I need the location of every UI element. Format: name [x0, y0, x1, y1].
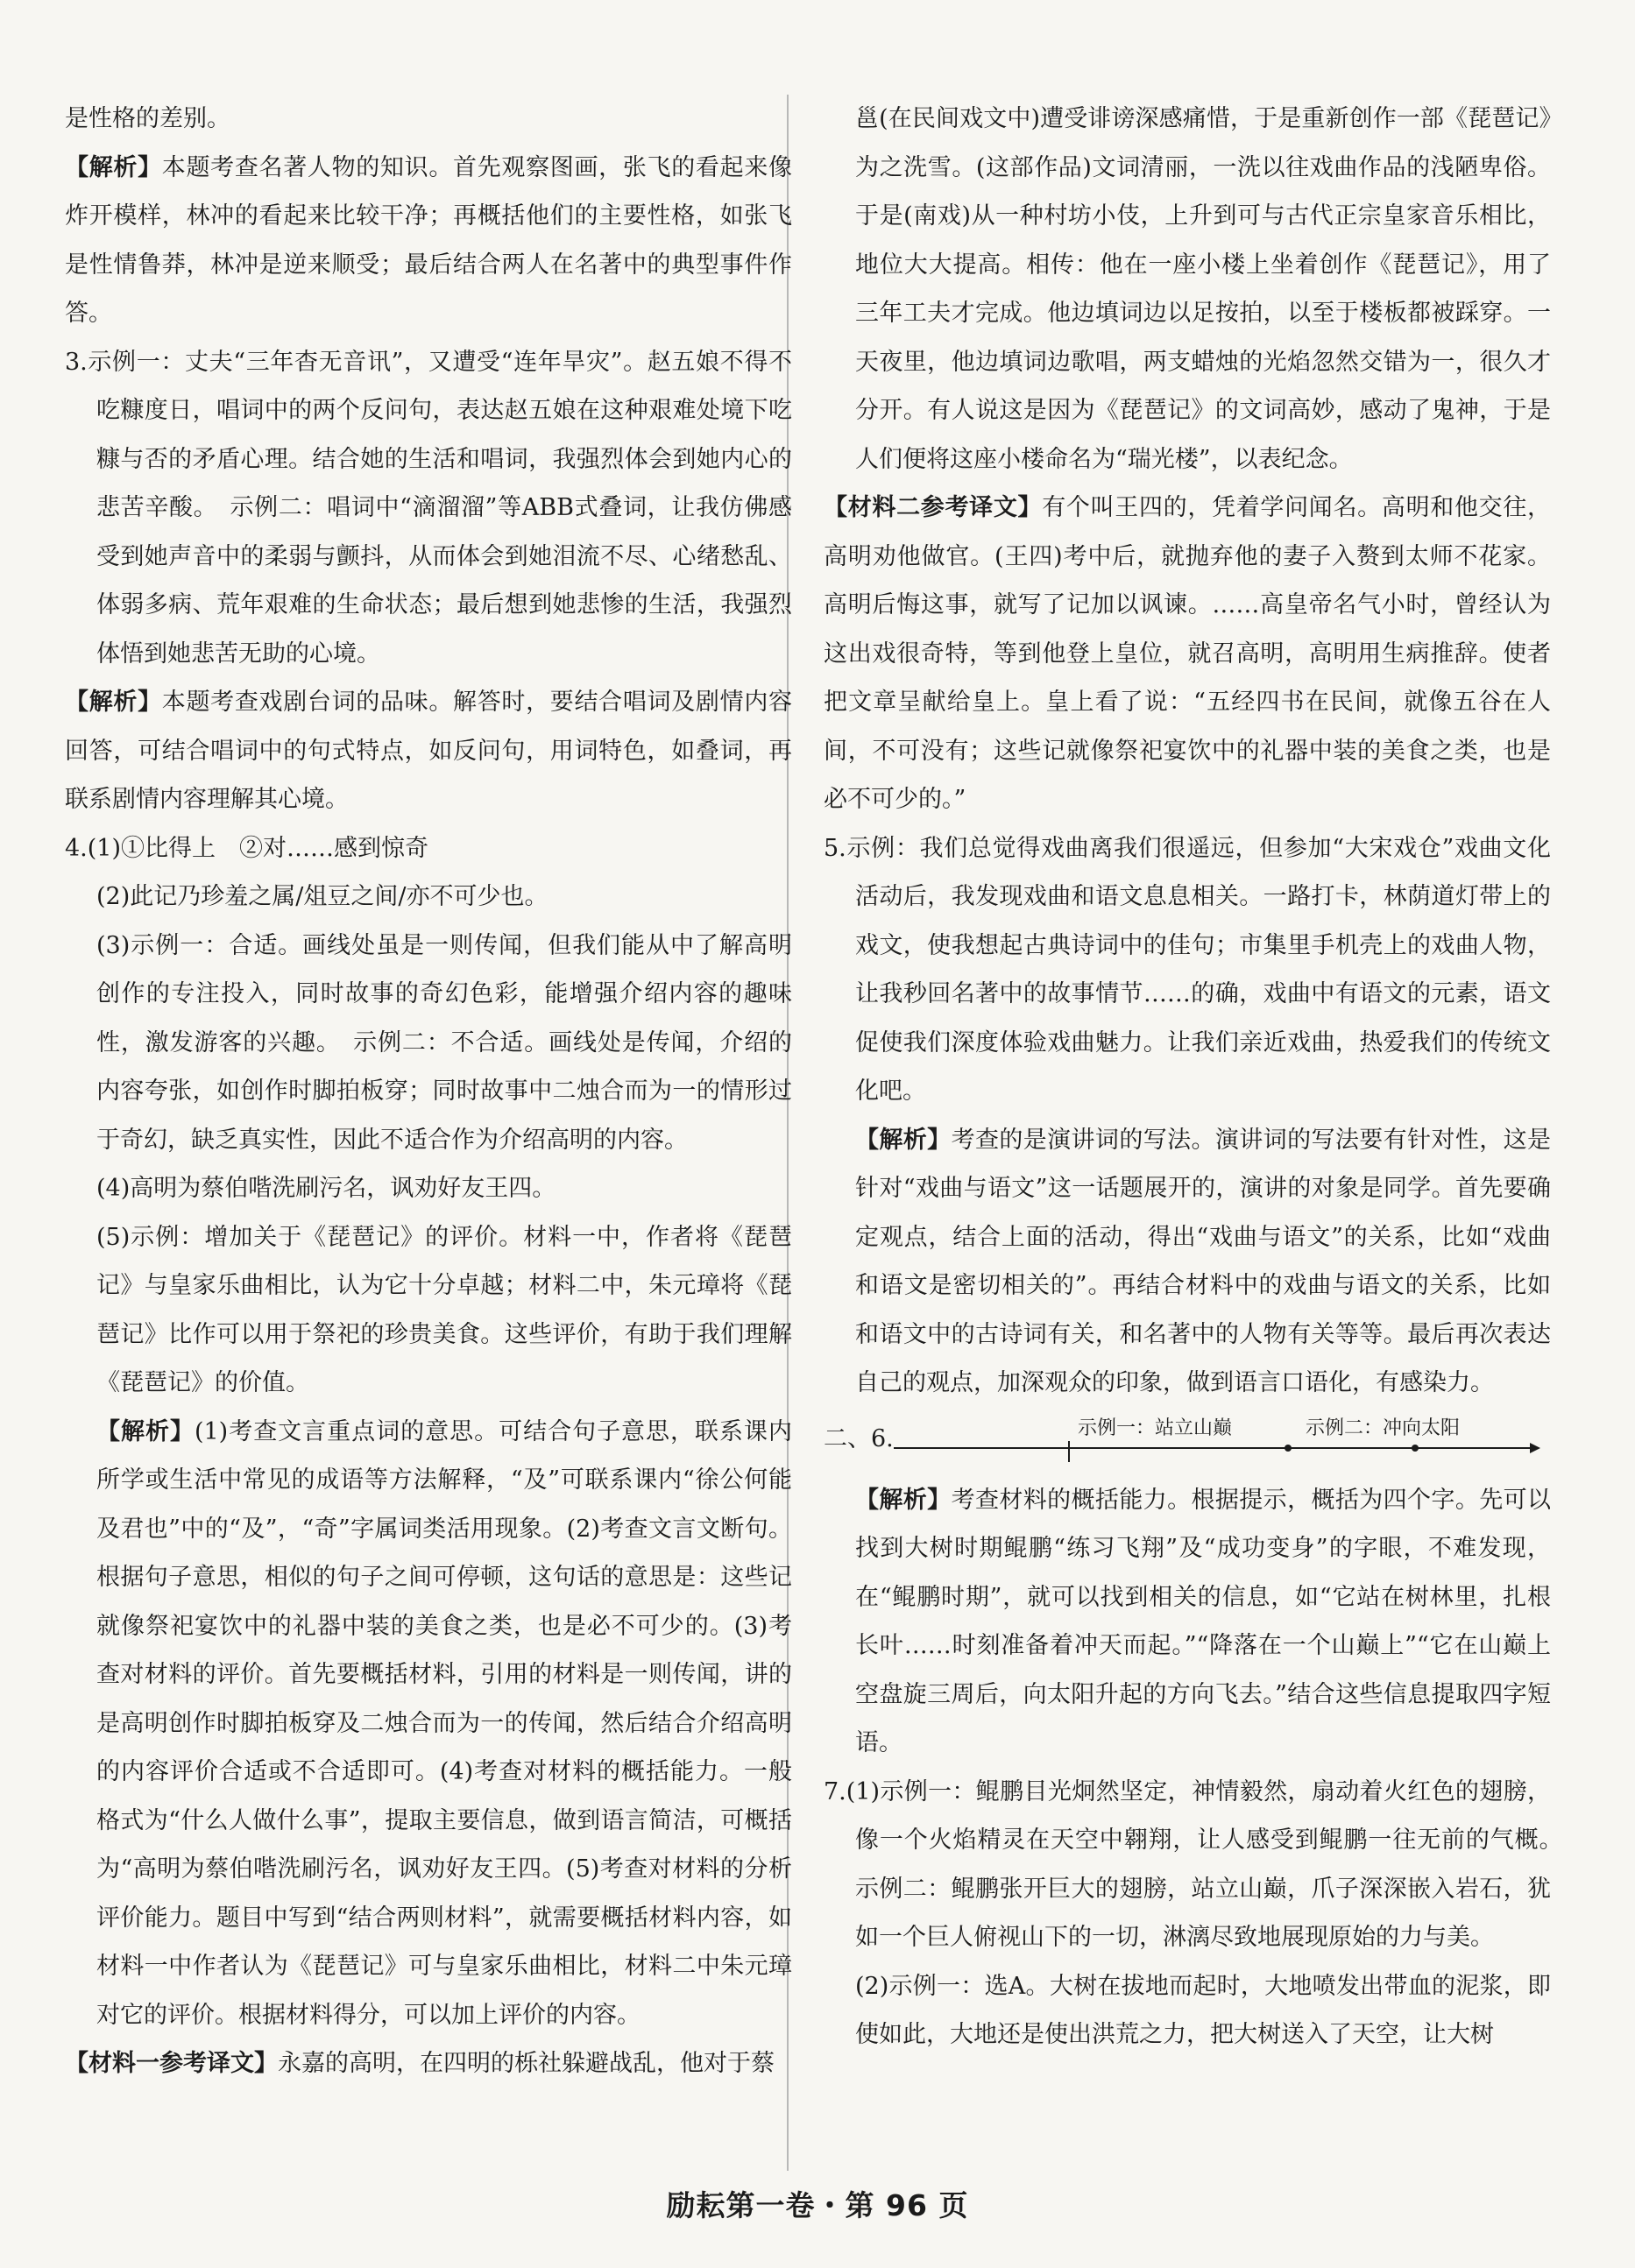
- translation-text: 有个叫王四的，凭着学问闻名。高明和他交往，高明劝他做官。(王四)考中后，就抛弃他的妻子入赘到太师不花家。高明后悔这事，就写了记加以讽谏。……高皇帝名气小时，曾经认为这出戏很奇特，等到他登上皇位，就召高明，高明用生病推辞。使者把文章呈献给皇上。皇上看了说：“五经四书在民间，就像五谷在人间，不可没有；这些记就像祭祀宴饮中的礼器中装的美食之类，也是必不可少的。”: [824, 494, 1552, 813]
- translation-tag: 【材料二参考译文】: [824, 494, 1043, 521]
- analysis-tag: 【解析】: [96, 1417, 195, 1445]
- analysis-2: [65, 144, 792, 338]
- question-6-number: 二、6.: [824, 1424, 894, 1452]
- right-column: [824, 95, 1575, 2060]
- analysis-5: [824, 1116, 1551, 1408]
- analysis-3: [65, 678, 792, 824]
- question-4-2: (2)此记乃珍羞之属/俎豆之间/亦不可少也。: [96, 883, 549, 910]
- timeline-figure: [894, 1408, 1542, 1476]
- analysis-text: 本题考查名著人物的知识。首先观察图画，张飞的看起来像炸开模样，林冲的看起来比较干净；再概括他们的主要性格，如张飞是性情鲁莽，林冲是逆来顺受；最后结合两人在名著中的典型事件作答。: [65, 153, 793, 327]
- question-7-1: 7.(1)示例一：鲲鹏目光炯然坚定，神情毅然，扇动着火红色的翅膀，像一个火焰精灵在天空中翱翔，让人感受到鲲鹏一往无前的气概。 示例二：鲲鹏张开巨大的翅膀，站立山巅，爪子深深嵌入岩石，犹如一个巨人俯视山下的一切，淋漓尽致地展现原始的力与美。: [824, 1777, 1575, 1951]
- analysis-text: 考查材料的概括能力。根据提示，概括为四个字。先可以找到大树时期鲲鹏“练习飞翔”及“成功变身”的字眼，不难发现，在“鲲鹏时期”，就可以找到相关的信息，如“它站在树林里，扎根长叶……时刻准备着冲天而起。”“降落在一个山巅上”“它在山巅上空盘旋三周后，向太阳升起的方向飞去。”结合这些信息提取四字短语。: [855, 1486, 1552, 1756]
- question-4-1: 4.(1)①比得上 ②对……感到惊奇: [65, 834, 429, 862]
- translation-1: [65, 2039, 792, 2088]
- timeline-label-1: 示例一：站立山巅: [1078, 1417, 1233, 1439]
- analysis-tag: 【解析】: [855, 1486, 952, 1514]
- timeline-arrow-icon: [1530, 1443, 1540, 1453]
- timeline-label-2: 示例二：冲向太阳: [1306, 1417, 1461, 1439]
- timeline-dot-2: [1412, 1445, 1419, 1452]
- timeline-dot-1: [1285, 1445, 1292, 1452]
- translation-text: 永嘉的高明，在四明的栎社躲避战乱，他对于蔡: [278, 2050, 775, 2077]
- translation-tag: 【材料一参考译文】: [65, 2050, 278, 2077]
- question-7-2: (2)示例一：选A。大树在拔地而起时，大地喷发出带血的泥浆，即使如此，大地还是使出洪荒之力，把大树送入了天空，让大树: [855, 1972, 1551, 2048]
- analysis-text: (1)考查文言重点词的意思。可结合句子意思，联系课内所学或生活中常见的成语等方法解释，“及”可联系课内“徐公何能及君也”中的“及”，“奇”字属词类活用现象。(2)考查文言文断句。根据句子意思，相似的句子之间可停顿，这句话的意思是：这些记就像祭祀宴饮中的礼器中装的美食之类，也是必不可少的。(3)考查对材料的评价。首先要概括材料，引用的材料是一则传闻，讲的是高明创作时脚拍板穿及二烛合而为一的传闻，然后结合介绍高明的内容评价合适或不合适即可。(4)考查对材料的概括能力。一般格式为“什么人做什么事”，提取主要信息，做到语言简洁，可概括为“高明为蔡伯喈洗刷污名，讽劝好友王四。(5)考查对材料的分析评价能力。题目中写到“结合两则材料”，就需要概括材料内容，如材料一中作者认为《琵琶记》可与皇家乐曲相比，材料二中朱元璋对它的评价。根据材料得分，可以加上评价的内容。: [96, 1417, 793, 2029]
- analysis-4: [65, 1408, 792, 2040]
- translation-2: [824, 484, 1551, 824]
- translation-1-continued: 邕(在民间戏文中)遭受诽谤深感痛惜，于是重新创作一部《琵琶记》为之洗雪。(这部作品)文词清丽，一洗以往戏曲作品的浅陋卑俗。于是(南戏)从一种村坊小伎，上升到可与古代正宗皇家音乐相比，地位大大提高。相传：他在一座小楼上坐着创作《琵琶记》，用了三年工夫才完成。他边填词边以足按拍，以至于楼板都被踩穿。一天夜里，他边填词边歌唱，两支蜡烛的光焰忽然交错为一，很久才分开。有人说这是因为《琵琶记》的文词高妙，感动了鬼神，于是人们便将这座小楼命名为“瑞光楼”，以表纪念。: [855, 105, 1551, 473]
- analysis-text: 本题考查戏剧台词的品味。解答时，要结合唱词及剧情内容回答，可结合唱词中的句式特点，如反问句，用词特色，如叠词，再联系剧情内容理解其心境。: [65, 689, 793, 813]
- question-4-3: (3)示例一：合适。画线处虽是一则传闻，但我们能从中了解高明创作的专注投入，同时故事的奇幻色彩，能增强介绍内容的趣味性，激发游客的兴趣。 示例二：不合适。画线处是传闻，介绍的内容夸张，如创作时脚拍板穿；同时故事中二烛合而为一的情形过于奇幻，缺乏真实性，因此不适合作为介绍高明的内容。: [96, 931, 792, 1154]
- question-5-answer: 5.示例：我们总觉得戏曲离我们很遥远，但参加“大宋戏仓”戏曲文化活动后，我发现戏曲和语文息息相关。一路打卡，林荫道灯带上的戏文，使我想起古典诗词中的佳句；市集里手机壳上的戏曲人物，让我秒回名著中的故事情节……的确，戏曲中有语文的元素，语文促使我们深度体验戏曲魅力。让我们亲近戏曲，热爱我们的传统文化吧。: [824, 834, 1551, 1105]
- analysis-tag: 【解析】: [65, 689, 162, 716]
- left-line-0: 是性格的差别。: [65, 105, 230, 132]
- analysis-tag: 【解析】: [65, 153, 162, 181]
- analysis-6: [824, 1476, 1551, 1768]
- question-3-answer: 3.示例一：丈夫“三年杳无音讯”，又遭受“连年旱灾”。赵五娘不得不吃糠度日，唱词中的两个反问句，表达赵五娘在这种艰难处境下吃糠与否的矛盾心理。结合她的生活和唱词，我强烈体会到她内心的悲苦辛酸。 示例二：唱词中“滴溜溜”等ABB式叠词，让我仿佛感受到她声音中的柔弱与颤抖，从而体会到她泪流不尽、心绪愁乱、体弱多病、荒年艰难的生命状态；最后想到她悲惨的生活，我强烈体悟到她悲苦无助的心境。: [65, 348, 792, 668]
- question-4-4: (4)高明为蔡伯喈洗刷污名，讽劝好友王四。: [96, 1175, 556, 1202]
- analysis-tag: 【解析】: [855, 1126, 952, 1154]
- left-column: [65, 95, 792, 2088]
- analysis-text: 考查的是演讲词的写法。演讲词的写法要有针对性，这是针对“戏曲与语文”这一话题展开的，演讲的对象是同学。首先要确定观点，结合上面的活动，得出“戏曲与语文”的关系，比如“戏曲和语文是密切相关的”。再结合材料中的戏曲与语文的关系，比如和语文中的古诗词有关，和名著中的人物有关等等。最后再次表达自己的观点，加深观众的印象，做到语言口语化，有感染力。: [855, 1126, 1552, 1396]
- question-4-5: (5)示例：增加关于《琵琶记》的评价。材料一中，作者将《琵琶记》与皇家乐曲相比，认为它十分卓越；材料二中，朱元璋将《琵琶记》比作可以用于祭祀的珍贵美食。这些评价，有助于我们理解《琵琶记》的价值。: [96, 1223, 792, 1396]
- page-footer: 励耘第一卷・第 96 页: [666, 2188, 969, 2222]
- question-6-timeline: [824, 1408, 1551, 1476]
